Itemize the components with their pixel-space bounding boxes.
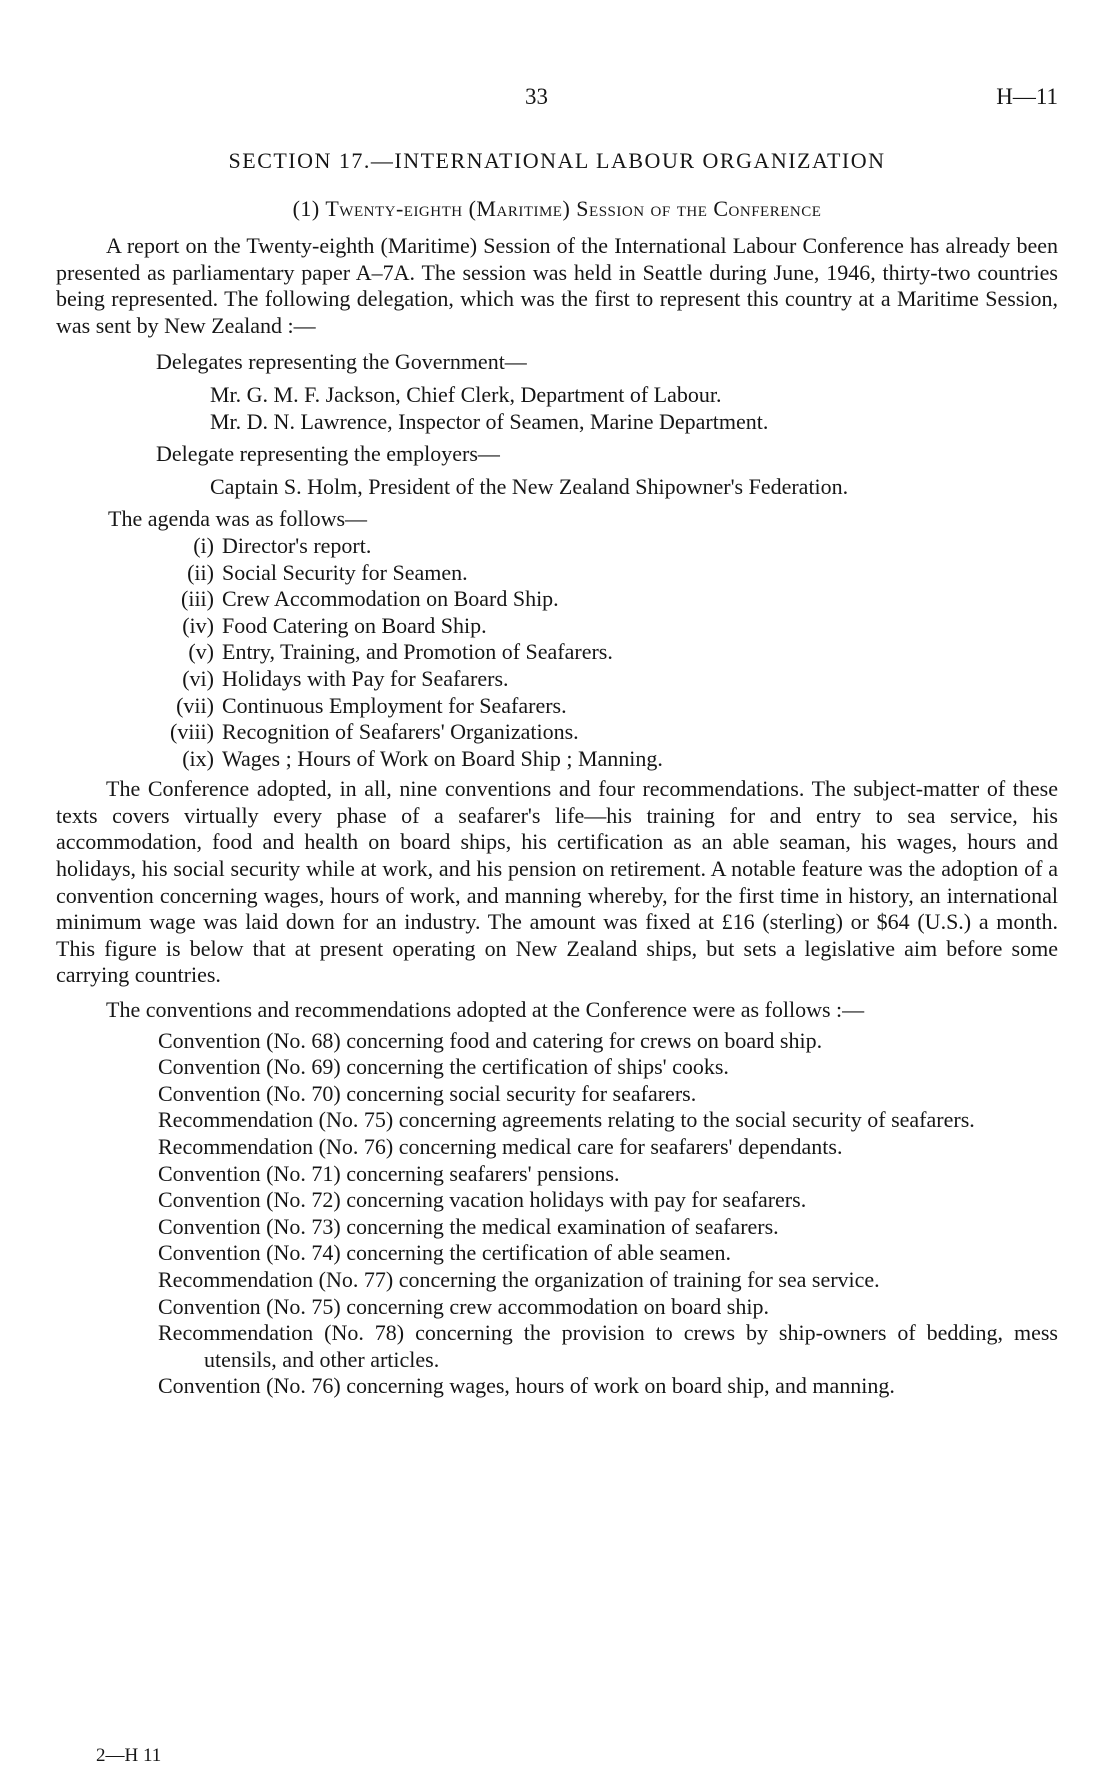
convention-item: Convention (No. 72) concerning vacation holidays with pay for seafarers.	[158, 1187, 807, 1213]
agenda-item	[56, 746, 1058, 773]
agenda-item-text: Holidays with Pay for Seafarers.	[222, 665, 509, 691]
section-title: SECTION 17.—INTERNATIONAL LABOUR ORGANIZATION	[228, 148, 886, 173]
agenda-list	[56, 533, 1058, 772]
document-body	[56, 233, 1058, 1400]
agenda-item	[56, 613, 1058, 640]
agenda-item-text: Food Catering on Board Ship.	[222, 612, 487, 638]
convention-item: Convention (No. 73) concerning the medical examination of seafarers.	[158, 1213, 779, 1239]
page-number: 33	[525, 84, 548, 109]
conventions-list	[56, 1028, 1058, 1400]
agenda-item-text: Entry, Training, and Promotion of Seafarers.	[222, 639, 613, 665]
convention-item: Convention (No. 71) concerning seafarers' pensions.	[158, 1160, 620, 1186]
agenda-item-number: (ii)	[187, 559, 214, 585]
agenda-item	[56, 560, 1058, 587]
government-delegates-heading: Delegates representing the Government—	[156, 349, 527, 375]
agenda-item-text: Crew Accommodation on Board Ship.	[222, 586, 559, 612]
agenda-item	[56, 666, 1058, 693]
adopted-paragraph: The Conference adopted, in all, nine conventions and four recommendations. The subject-matter of these texts covers virtually every phase of a seafarer's life—his training for and entry to sea service, his accommodation, food and health on board ships, his certification as an able seaman, his wages, hours and holidays, his social security while at work, and his pension on retirement. A notable feature was the adoption of a convention concerning wages, hours of work, and manning whereby, for the first time in history, an international minimum wage was laid down for an industry. The amount was fixed at £16 (sterling) or $64 (U.S.) a month. This figure is below that at present operating on New Zealand ships, but sets a legislative aim before some carrying countries.	[56, 776, 1058, 988]
agenda-item	[56, 586, 1058, 613]
agenda-item	[56, 533, 1058, 560]
agenda-item-number: (iv)	[182, 612, 214, 638]
document-page	[56, 0, 1058, 1781]
agenda-item-number: (vi)	[182, 665, 214, 691]
convention-item: Convention (No. 74) concerning the certification of able seamen.	[158, 1240, 732, 1266]
agenda-heading: The agenda was as follows—	[108, 506, 368, 532]
agenda-item-number: (viii)	[170, 719, 214, 745]
delegate-entry: Captain S. Holm, President of the New Zealand Shipowner's Federation.	[210, 473, 849, 499]
agenda-item-number: (i)	[193, 532, 214, 558]
convention-item: Convention (No. 75) concerning crew accommodation on board ship.	[158, 1293, 769, 1319]
agenda-item-number: (ix)	[182, 745, 214, 771]
agenda-item	[56, 639, 1058, 666]
recommendation-item: Recommendation (No. 77) concerning the organization of training for sea service.	[158, 1266, 880, 1292]
agenda-item	[56, 693, 1058, 720]
document-reference: H—11	[996, 84, 1058, 109]
page-footer-signature: 2—H 11	[96, 1745, 162, 1766]
agenda-item-text: Continuous Employment for Seafarers.	[222, 692, 567, 718]
delegate-entry: Mr. G. M. F. Jackson, Chief Clerk, Department of Labour.	[210, 381, 722, 407]
agenda-item-text: Social Security for Seamen.	[222, 559, 468, 585]
agenda-item	[56, 719, 1058, 746]
intro-paragraph: A report on the Twenty-eighth (Maritime) Session of the International Labour Conference has already been presented as parliamentary paper A–7A. The session was held in Seattle during June, 1946, thirty-two countries being represented. The following delegation, which was the first to represent this country at a Maritime Session, was sent by New Zealand :—	[56, 233, 1058, 338]
page-header	[56, 84, 1058, 114]
convention-item: Convention (No. 68) concerning food and catering for crews on board ship.	[158, 1027, 823, 1053]
subsection-title: (1) Twenty-eighth (Maritime) Session of the Conference	[292, 196, 822, 221]
employers-delegate-heading: Delegate representing the employers—	[156, 441, 500, 467]
agenda-item-text: Recognition of Seafarers' Organizations.	[222, 719, 579, 745]
agenda-item-number: (v)	[188, 639, 214, 665]
recommendation-item: Recommendation (No. 78) concerning the provision to crews by ship-owners of bedding, mess utensils, and other articles.	[158, 1320, 1058, 1372]
recommendation-item: Recommendation (No. 76) concerning medical care for seafarers' dependants.	[158, 1134, 843, 1159]
convention-item: Convention (No. 76) concerning wages, hours of work on board ship, and manning.	[158, 1373, 895, 1399]
delegate-entry: Mr. D. N. Lawrence, Inspector of Seamen, Marine Department.	[210, 408, 769, 434]
conventions-heading: The conventions and recommendations adopted at the Conference were as follows :—	[106, 997, 865, 1023]
agenda-item-text: Wages ; Hours of Work on Board Ship ; Manning.	[222, 745, 663, 771]
agenda-item-number: (iii)	[181, 586, 214, 612]
convention-item: Convention (No. 69) concerning the certification of ships' cooks.	[158, 1054, 729, 1080]
convention-item: Convention (No. 70) concerning social security for seafarers.	[158, 1080, 697, 1106]
agenda-item-text: Director's report.	[222, 532, 372, 558]
agenda-item-number: (vii)	[176, 692, 214, 718]
recommendation-item: Recommendation (No. 75) concerning agreements relating to the social security of seafarers.	[158, 1107, 975, 1133]
